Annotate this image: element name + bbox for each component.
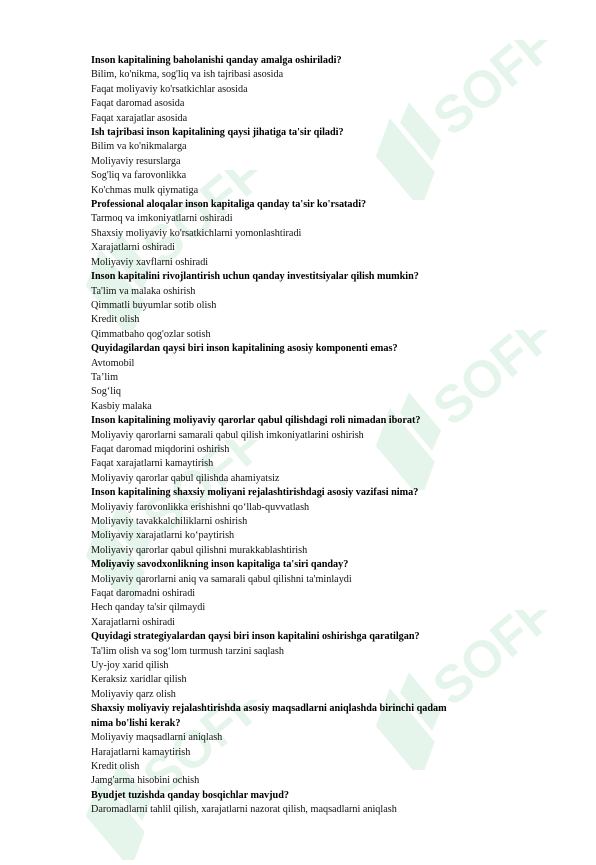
answer-option: Faqat daromad asosida [91,98,185,110]
question-text: Inson kapitalining shaxsiy moliyani rejalashtirishdagi asosiy vazifasi nima? [91,487,419,499]
question-text: Quyidagilardan qaysi biri inson kapitalining asosiy komponenti emas? [91,343,398,355]
answer-option: Tarmoq va imkoniyatlarni oshiradi [91,213,233,225]
question-block [91,702,471,788]
answer-option: Faqat daromadni oshiradi [91,588,196,600]
question-block [91,630,471,702]
answer-option: Ko'chmas mulk qiymatiga [91,184,199,196]
answer-option: Moliyaviy farovonlikka erishishni qo‘llab-quvvatlash [91,501,310,513]
question-block [91,558,471,630]
question-list [91,54,471,818]
answer-option: Moliyaviy qarorlarni samarali qabul qilish imkoniyatlarini oshirish [91,429,364,441]
answer-option: Ta’lim [91,371,119,383]
question-block [91,126,471,198]
answer-option: Uy-joy xarid qilish [91,660,169,672]
question-text: Moliyaviy savodxonlikning inson kapitaliga ta'siri qanday? [91,559,349,571]
question-text: Quyidagi strategiyalardan qaysi biri inson kapitalini oshirishga qaratilgan? [91,631,420,643]
answer-option: Moliyaviy qarorlarni aniq va samarali qabul qilishni ta'minlaydi [91,573,352,585]
answer-option: Qimmatli buyumlar sotib olish [91,299,217,311]
answer-option: Faqat moliyaviy ko'rsatkichlar asosida [91,83,248,95]
question-text: Inson kapitalining baholanishi qanday amalga oshiriladi? [91,55,342,66]
question-block [91,270,471,342]
answer-option: Moliyaviy qarorlar qabul qilishda ahamiyatsiz [91,472,280,484]
watermark-text: SOFF [132,170,260,278]
answer-option: Kredit olish [91,760,140,772]
question-text: Shaxsiy moliyaviy rejalashtirishda asosiy maqsadlarni aniqlashda birinchi qadam nima bo'lishi kerak? [91,703,447,729]
answer-option: Bilim, ko'nikma, sog'liq va ish tajribasi asosida [91,69,284,81]
answer-option: Faqat xarajatlar asosida [91,112,188,124]
question-block [91,342,471,414]
answer-option: Jamg'arma hisobini ochish [91,775,200,787]
question-text: Ish tajribasi inson kapitalining qaysi jihatiga ta'sir qiladi? [91,127,344,139]
watermark-text: SOFF [422,40,550,148]
answer-option: Qimmatbaho qog'ozlar sotish [91,328,211,340]
answer-option: Daromadlarni tahlil qilish, xarajatlarni nazorat qilish, maqsadlarni aniqlash [91,804,397,816]
answer-option: Moliyaviy tavakkalchiliklarni oshirish [91,516,248,527]
answer-option: Hech qanday ta'sir qilmaydi [91,602,206,614]
answer-option: Moliyaviy maqsadlarni aniqlash [91,732,223,744]
answer-option: Avtomobil [91,357,135,369]
question-text: Byudjet tuzishda qanday bosqichlar mavjud? [91,789,289,801]
watermark-text: SOFF [422,610,550,718]
answer-option: Ta'lim olish va sog‘lom turmush tarzini saqlash [91,645,284,657]
answer-option: Sog'liq va farovonlikka [91,170,187,182]
watermark-text: SOFF [132,440,260,548]
answer-option: Xarajatlarni oshiradi [91,616,176,628]
answer-option: Kredit olish [91,314,140,326]
question-block [91,486,471,558]
answer-option: Kasbiy malaka [91,400,152,412]
answer-option: Moliyaviy xavflarni oshiradi [91,256,209,268]
answer-option: Xarajatlarni oshiradi [91,242,176,254]
answer-option: Moliyaviy qarz olish [91,688,176,700]
answer-option: Bilim va ko'nikmalarga [91,141,187,153]
watermark-text: SOFF [132,700,260,808]
question-block [91,414,471,486]
answer-option: Harajatlarni kamaytirish [91,746,191,758]
question-block [91,789,471,818]
question-block [91,198,471,270]
question-text: Inson kapitalining moliyaviy qarorlar qabul qilishdagi roli nimadan iborat? [91,415,421,427]
answer-option: Keraksiz xaridlar qilish [91,674,187,686]
answer-option: Moliyaviy qarorlar qabul qilishni murakkablashtirish [91,544,308,556]
answer-option: Ta'lim va malaka oshirish [91,285,196,297]
answer-option: Sog‘liq [91,386,122,398]
answer-option: Moliyaviy xarajatlarni ko‘paytirish [91,530,235,542]
watermark-text: SOFF [422,330,550,438]
answer-option: Shaxsiy moliyaviy ko'rsatkichlarni yomonlashtiradi [91,227,302,239]
answer-option: Faqat daromad miqdorini oshirish [91,443,230,455]
answer-option: Moliyaviy resurslarga [91,155,181,167]
answer-option: Faqat xarajatlarni kamaytirish [91,458,214,470]
question-text: Professional aloqalar inson kapitaliga qanday ta'sir ko'rsatadi? [91,199,367,211]
question-block [91,54,471,126]
question-text: Inson kapitalini rivojlantirish uchun qanday investitsiyalar qilish mumkin? [91,271,419,283]
